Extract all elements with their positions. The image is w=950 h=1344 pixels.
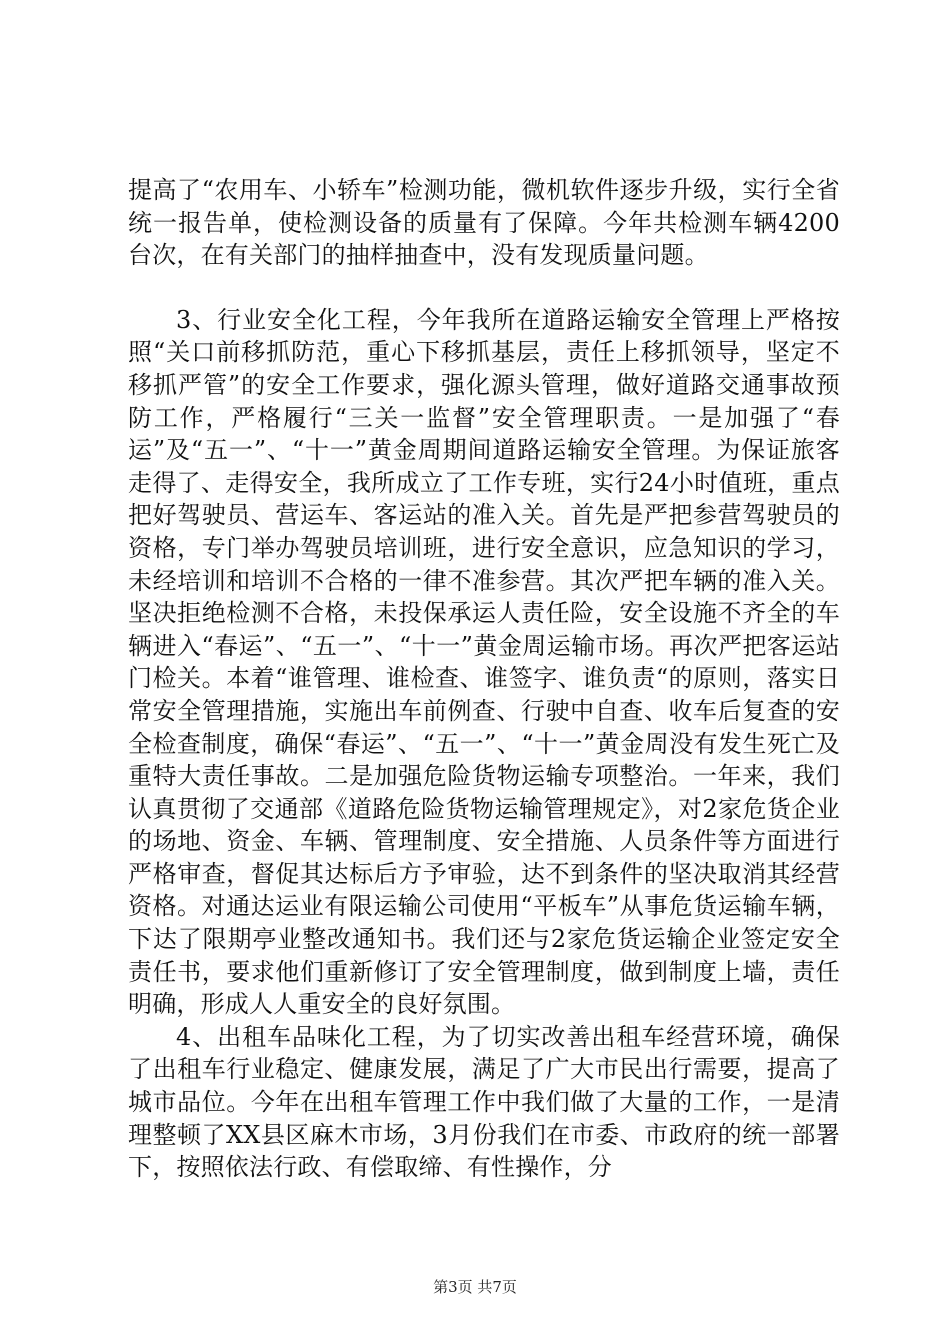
paragraph-continuation: 提高了“农用车、小轿车”检测功能，微机软件逐步升级，实行全省统一报告单，使检测设备的质量有了保障。今年共检测车辆4200台次，在有关部门的抽样抽查中，没有发现质量问题。	[128, 176, 840, 270]
paragraph-spacer	[128, 272, 840, 304]
paragraph-section-4: 4、出租车品味化工程，为了切实改善出租车经营环境，确保了出租车行业稳定、健康发展，满足了广大市民出行需要，提高了城市品位。今年在出租车管理工作中我们做了大量的工作，一是清理整顿了XX县区麻木市场，3月份我们在市委、市政府的统一部署下，按照依法行政、有偿取缔、有性操作，分	[128, 1022, 840, 1182]
paragraph-section-3: 3、行业安全化工程，今年我所在道路运输安全管理上严格按照“关口前移抓防范，重心下移抓基层，责任上移抓领导，坚定不移抓严管”的安全工作要求，强化源头管理，做好道路交通事故预防工作，严格履行“三关一监督”安全管理职责。一是加强了“春运”及“五一”、“十一”黄金周期间道路运输安全管理。为保证旅客走得了、走得安全，我所成立了工作专班，实行24小时值班，重点把好驾驶员、营运车、客运站的准入关。首先是严把参营驾驶员的资格，专门举办驾驶员培训班，进行安全意识，应急知识的学习，未经培训和培训不合格的一律不准参营。其次严把车辆的准入关。坚决拒绝检测不合格，未投保承运人责任险，安全设施不齐全的车辆进入“春运”、“五一”、“十一”黄金周运输市场。再次严把客运站门检关。本着“谁管理、谁检查、谁签字、谁负责“的原则，落实日常安全管理措施，实施出车前例查、行驶中自查、收车后复查的安全检查制度，确保“春运”、“五一”、“十一”黄金周没有发生死亡及重特大责任事故。二是加强危险货物运输专项整治。一年来，我们认真贯彻了交通部《道路危险货物运输管理规定》，对2家危货企业的场地、资金、车辆、管理制度、安全措施、人员条件等方面进行严格审查，督促其达标后方予审验，达不到条件的坚决取消其经营资格。对通达运业有限运输公司使用“平板车”从事危货运输车辆，下达了限期亭业整改通知书。我们还与2家危货运输企业签定安全责任书，要求他们重新修订了安全管理制度，做到制度上墙，责任明确，形成人人重安全的良好氛围。	[128, 305, 840, 1019]
page-footer: 第3页 共7页	[433, 1278, 517, 1296]
document-body	[128, 174, 840, 1184]
